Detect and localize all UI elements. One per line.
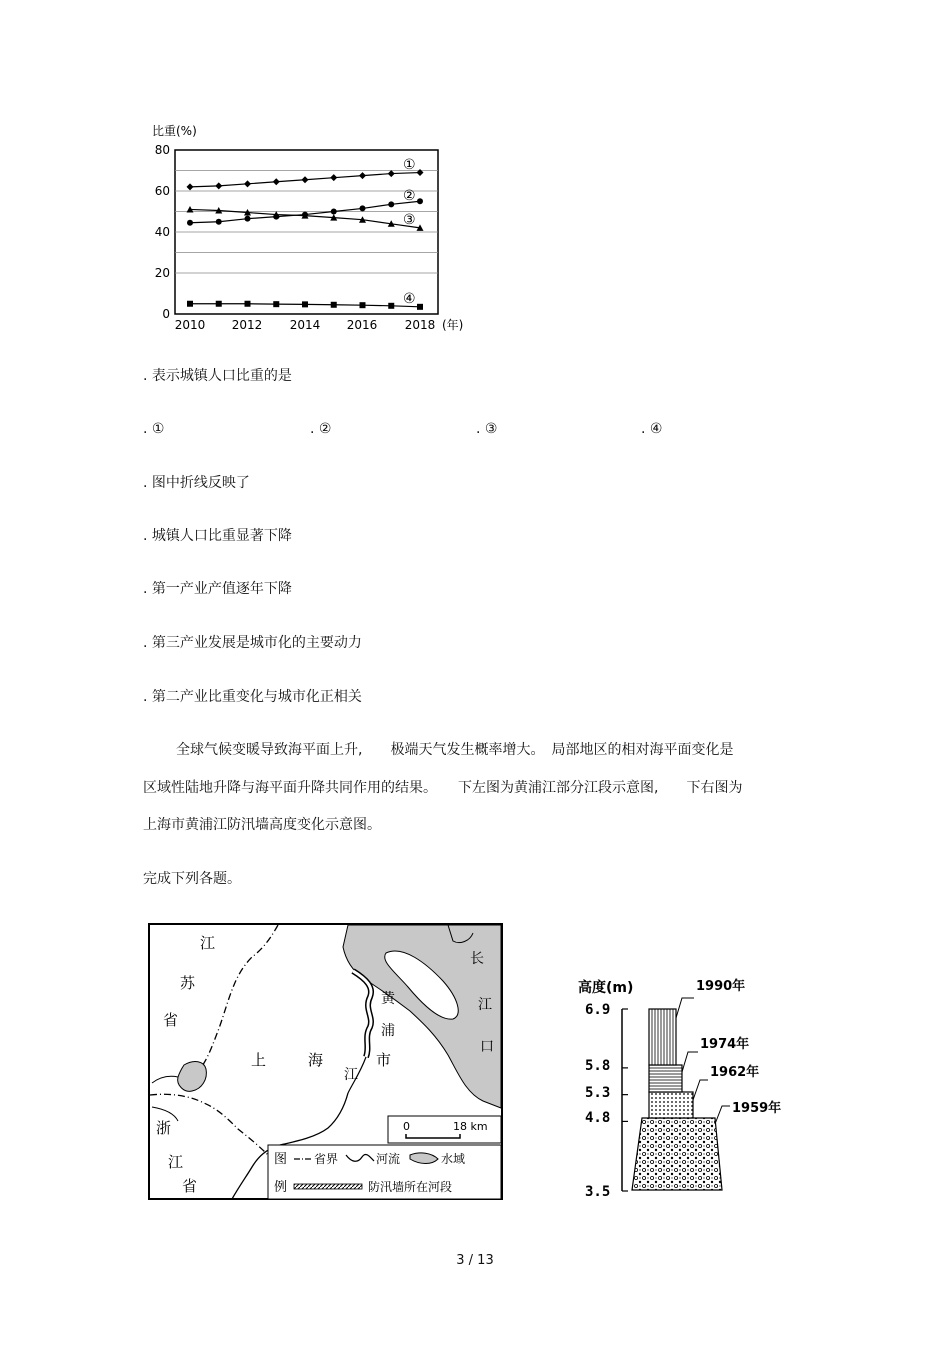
y-tick-label: 80 [154,143,170,157]
wall-tick-label: 4.8 [585,1110,611,1126]
series-label-1: ① [403,157,416,173]
label-changjiang-3: 口 [480,1039,494,1055]
question-2-option-d[interactable]: . 第二产业比重变化与城市化正相关 [143,689,362,705]
label-huangpu-2: 浦 [381,1023,395,1039]
question-1-option-a[interactable]: . ① [143,421,165,437]
year-label-1959: 1959年 [732,1101,782,1116]
question-2-option-a[interactable]: . 城镇人口比重显著下降 [143,528,292,544]
chart-y-ticks [155,143,170,321]
series-4-point [302,301,308,307]
series-4-point [216,301,222,307]
series-4-point [417,304,423,310]
leader-1990 [676,998,694,1018]
question-1-stem: . 表示城镇人口比重的是 [143,368,292,384]
leader-1962 [693,1080,708,1100]
question-1-option-d[interactable]: . ④ [641,421,663,437]
chart-ylabel: 比重(%) [152,124,197,138]
label-shanghai-3: 市 [376,1051,392,1069]
label-jiangsu-3: 省 [163,1011,179,1029]
chart-xlabel: (年) [442,318,464,332]
question-2-stem: . 图中折线反映了 [143,475,250,491]
passage-instruction: 完成下列各题。 [143,871,241,887]
wall-chart-tick-labels [585,1002,610,1198]
scale-value: 18 km [453,1120,488,1133]
legend-title-1: 图 [274,1152,288,1167]
wall-chart-ylabel: 高度(m) [578,980,634,996]
year-label-1974: 1974年 [700,1037,750,1052]
year-label-1990: 1990年 [696,979,746,994]
label-jiangsu-1: 江 [200,934,216,952]
y-tick-label: 60 [154,184,170,198]
legend-wall-symbol [294,1184,362,1189]
series-1-point [215,182,222,189]
series-1-point [388,170,395,177]
label-zhejiang-1: 浙 [156,1119,172,1137]
series-2-point [245,216,251,222]
label-shanghai-1: 上 [251,1051,267,1069]
chart-x-ticks [175,317,464,332]
series-4-point [245,301,251,307]
wall-layer-1959 [632,1118,722,1190]
legend-wall-label: 防汛墙所在河段 [368,1180,453,1194]
leader-1974 [682,1052,698,1072]
label-zhejiang-3: 省 [182,1177,198,1195]
question-1-option-b[interactable]: . ② [310,421,332,437]
legend-river-label: 河流 [376,1152,401,1166]
legend-border-label: 省界 [314,1152,339,1166]
wall-tick-label: 6.9 [585,1002,611,1018]
series-4-point [360,302,366,308]
series-label-4: ④ [403,291,416,307]
chart-series-group [187,169,424,310]
wall-tick-label: 3.5 [585,1184,611,1198]
page-number: 3 / 13 [456,1253,494,1268]
wall-tick-label: 5.8 [585,1058,611,1074]
series-2-point [216,219,222,225]
flood-wall-height-chart [570,968,800,1198]
wall-layer-1962 [649,1092,693,1118]
question-2-option-c[interactable]: . 第三产业发展是城市化的主要动力 [143,635,362,651]
passage-line-2: 区域性陆地升降与海平面升降共同作用的结果。 下左图为黄浦江部分江段示意图, 下右图为 [143,780,743,796]
x-tick-label: 2016 [346,318,378,332]
legend-water-label: 水域 [441,1152,466,1166]
y-tick-label: 20 [154,266,170,280]
y-tick-label: 40 [154,225,170,239]
wall-tick-label: 5.3 [585,1085,611,1101]
label-zhejiang-2: 江 [168,1153,184,1171]
series-1-point [359,172,366,179]
x-tick-label: 2014 [289,318,321,332]
leader-1959 [715,1106,730,1124]
wall-layer-1990 [649,1009,676,1065]
series-1-point [273,178,280,185]
series-2-point [331,209,337,215]
huangpu-river-map [148,923,504,1201]
series-label-2: ② [403,188,416,204]
label-jiangsu-2: 苏 [180,974,196,992]
series-2-point [360,205,366,211]
question-1-option-c[interactable]: . ③ [476,421,498,437]
series-2-point [417,198,423,204]
series-4-point [388,303,394,309]
label-changjiang-2: 江 [478,997,492,1013]
series-1-point [244,180,251,187]
label-huangpu-3: 江 [344,1067,358,1083]
y-tick-label: 0 [162,307,170,321]
passage-line-1: 全球气候变暖导致海平面上升, 极端天气发生概率增大。 局部地区的相对海平面变化是 [176,742,734,758]
x-tick-label: 2018 [404,318,436,332]
label-huangpu-1: 黄 [381,991,395,1007]
series-1-point [330,174,337,181]
label-changjiang-1: 长 [470,951,484,967]
scale-zero: 0 [403,1120,410,1133]
series-2-point [187,220,193,226]
wall-layer-1974 [649,1065,682,1092]
question-2-option-b[interactable]: . 第一产业产值逐年下降 [143,581,292,597]
legend-title-2: 例 [274,1180,288,1195]
series-2-point [388,201,394,207]
wall-chart-ticks [622,1009,628,1191]
series-label-3: ③ [403,212,416,228]
population-line-chart [150,118,480,338]
series-4-point [331,302,337,308]
series-1-point [302,176,309,183]
x-tick-label: 2012 [231,318,263,332]
series-4-point [273,301,279,307]
series-4-point [187,301,193,307]
series-1-point [187,183,194,190]
x-tick-label: 2010 [174,318,206,332]
label-shanghai-2: 海 [308,1051,324,1069]
year-label-1962: 1962年 [710,1065,760,1080]
passage-line-3: 上海市黄浦江防汛墙高度变化示意图。 [143,817,381,833]
